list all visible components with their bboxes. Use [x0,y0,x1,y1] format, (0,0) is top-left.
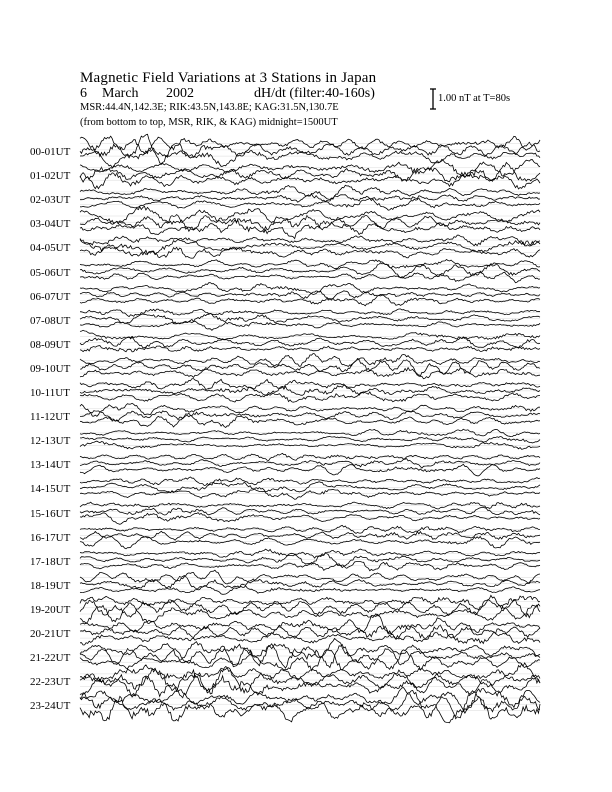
trace-02-03UT-MSR [80,198,540,210]
row-label: 09-10UT [30,362,71,375]
trace-06-07UT-KAG [80,283,540,295]
trace-11-12UT-MSR [80,413,540,427]
row-label: 19-20UT [30,603,71,616]
row-label: 01-02UT [30,170,71,183]
trace-21-22UT-MSR [80,650,540,671]
trace-07-08UT-MSR [80,321,540,330]
trace-06-07UT-RIK [80,291,540,299]
date-day: 6 [80,86,87,101]
row-label: 17-18UT [30,555,71,568]
row-label: 21-22UT [30,652,71,665]
chart-title: Magnetic Field Variations at 3 Stations in Japan [80,70,377,86]
trace-20-21UT-MSR [80,629,540,645]
trace-01-02UT-MSR [80,173,540,189]
row-label: 05-06UT [30,266,71,279]
date-month: March [102,86,139,101]
trace-10-11UT-RIK [80,385,540,395]
row-label: 12-13UT [30,435,71,448]
trace-09-10UT-MSR [80,368,540,379]
trace-08-09UT-RIK [80,337,540,348]
row-label: 08-09UT [30,338,71,351]
trace-14-15UT-MSR [80,487,540,499]
row-label: 00-01UT [30,146,71,158]
quantity-and-filter: dH/dt (filter:40-160s) [254,86,375,101]
row-label: 03-04UT [30,218,71,231]
row-label: 02-03UT [30,194,71,207]
row-label: 04-05UT [30,242,71,255]
row-label: 10-11UT [30,387,70,399]
trace-15-16UT-MSR [80,513,540,525]
trace-18-19UT-KAG [80,570,540,584]
trace-09-10UT-RIK [80,360,540,376]
row-label: 20-21UT [30,628,71,640]
trace-02-03UT-KAG [80,185,540,199]
trace-00-01UT-MSR [80,148,540,167]
trace-03-04UT-KAG [80,206,540,224]
trace-17-18UT-KAG [80,549,540,558]
trace-12-13UT-RIK [80,437,540,443]
row-label: 06-07UT [30,290,71,303]
trace-17-18UT-MSR [80,562,540,571]
trace-08-09UT-KAG [80,330,540,339]
station-coordinates: MSR:44.4N,142.3E; RIK:43.5N,143.8E; KAG:31.5N,130.7E [80,102,339,113]
row-label: 16-17UT [30,531,71,544]
scale-label: 1.00 nT at T=80s [438,93,511,104]
trace-05-06UT-KAG [80,260,540,269]
trace-11-12UT-RIK [80,411,540,421]
row-label: 22-23UT [30,676,71,689]
row-label: 14-15UT [30,483,71,496]
trace-10-11UT-KAG [80,379,540,390]
trace-11-12UT-KAG [80,403,540,416]
trace-22-23UT-MSR [80,675,540,697]
trace-20-21UT-KAG [80,614,540,634]
row-label: 15-16UT [30,507,71,520]
trace-23-24UT-KAG [80,688,540,714]
trace-04-05UT-KAG [80,235,540,246]
trace-05-06UT-MSR [80,272,540,283]
row-label: 07-08UT [30,314,71,327]
trace-06-07UT-MSR [80,295,540,306]
row-label: 11-12UT [30,411,70,424]
trace-15-16UT-KAG [80,502,540,509]
station-order-note: (from bottom to top, MSR, RIK, & KAG) midnight=1500UT [80,117,338,128]
row-label: 23-24UT [30,700,71,713]
row-label: 13-14UT [30,459,71,472]
trace-23-24UT-MSR [80,696,540,722]
trace-13-14UT-MSR [80,464,540,476]
trace-01-02UT-RIK [80,163,540,183]
row-label: 18-19UT [30,579,71,592]
trace-03-04UT-MSR [80,220,540,238]
date-year: 2002 [166,86,194,101]
